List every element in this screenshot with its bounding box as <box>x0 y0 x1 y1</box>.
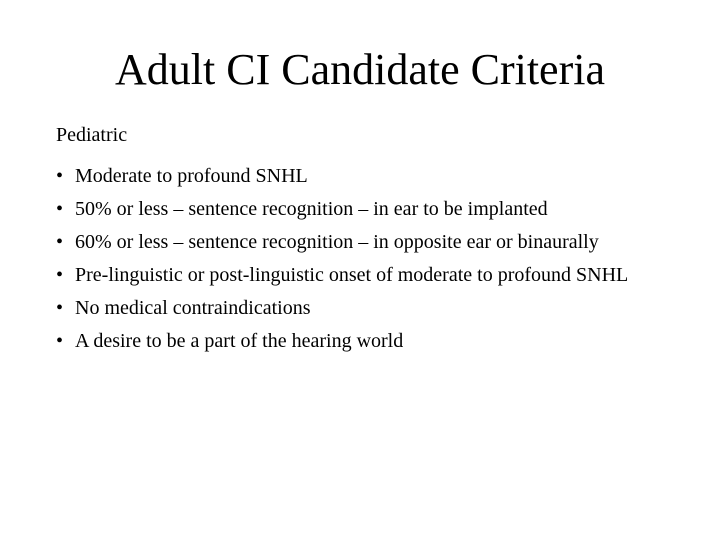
list-item-text: 60% or less – sentence recognition – in opposite ear or binaurally <box>75 231 599 253</box>
list-item-text: No medical contraindications <box>75 297 311 319</box>
list-item <box>56 327 696 355</box>
list-item <box>56 228 696 256</box>
list-item <box>56 294 696 322</box>
list-item-text: A desire to be a part of the hearing world <box>75 330 404 352</box>
list-item <box>56 162 696 190</box>
section-heading: Pediatric <box>56 124 128 146</box>
slide-title: Adult CI Candidate Criteria <box>115 45 605 94</box>
bullet-marker: • <box>56 165 64 187</box>
bullet-marker: • <box>56 198 64 220</box>
list-item <box>56 195 696 223</box>
bullet-marker: • <box>56 231 64 253</box>
bullet-marker: • <box>56 330 64 352</box>
list-item <box>56 261 696 289</box>
criteria-list <box>56 162 696 360</box>
bullet-marker: • <box>56 297 64 319</box>
bullet-marker: • <box>56 264 64 286</box>
list-item-text: Moderate to profound SNHL <box>75 165 308 187</box>
list-item-text: 50% or less – sentence recognition – in ear to be implanted <box>75 198 548 220</box>
list-item-text: Pre-linguistic or post-linguistic onset of moderate to profound SNHL <box>75 264 629 286</box>
